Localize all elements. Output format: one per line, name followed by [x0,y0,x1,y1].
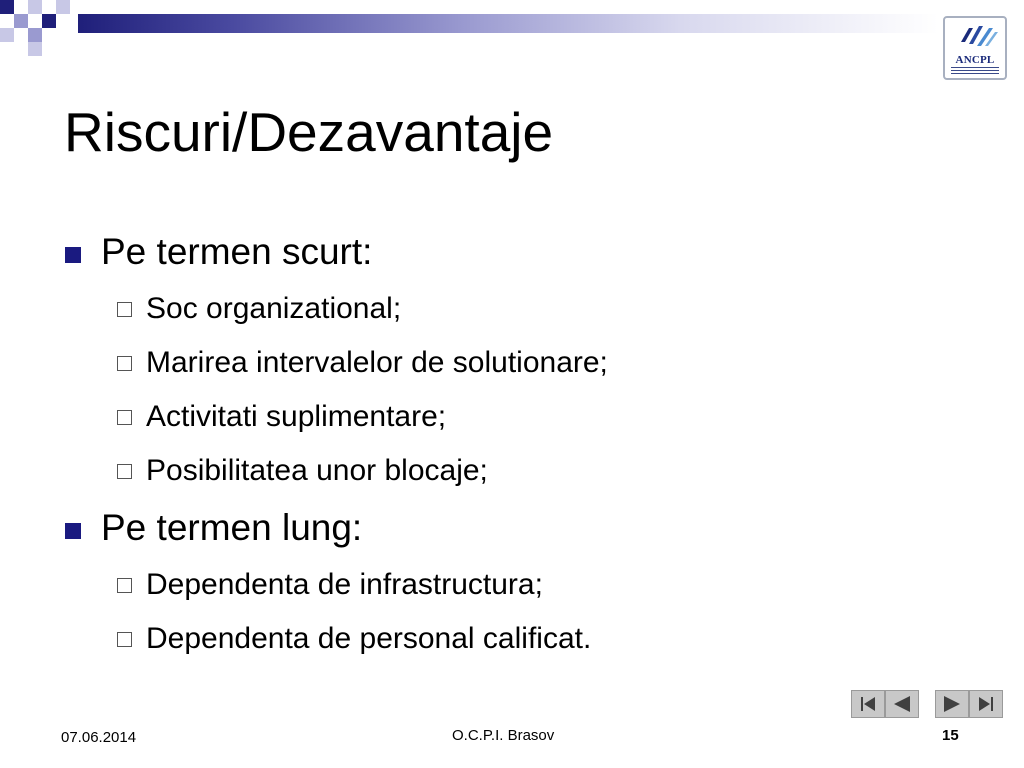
previous-slide-button[interactable] [885,690,919,718]
list-item-text: Soc organizational; [146,292,402,325]
last-slide-button[interactable] [969,690,1003,718]
decor-square [14,28,28,42]
slide-title: Riscuri/Dezavantaje [64,101,554,163]
slide-content [64,222,964,666]
hollow-square-bullet-icon [117,464,132,479]
logo-text: ANCPL [955,54,995,66]
footer-center-text: O.C.P.I. Brasov [452,727,555,744]
hollow-square-bullet-icon [117,410,132,425]
triangle-left-icon [886,691,918,717]
section-heading-text: Pe termen lung: [101,507,363,548]
square-bullet-icon [65,523,81,539]
hollow-square-bullet-icon [117,578,132,593]
header-gradient-bar [78,14,938,33]
ancpl-logo [943,16,1007,80]
logo-subtext-lines [951,67,999,75]
section-heading [64,498,964,558]
skip-to-end-icon [970,691,1002,717]
hollow-square-bullet-icon [117,632,132,647]
decor-square [42,42,56,56]
decor-square [28,28,42,42]
list-item-text: Marirea intervalelor de solutionare; [146,346,608,379]
square-bullet-icon [65,247,81,263]
decor-square [0,0,14,14]
decor-square [14,14,28,28]
triangle-right-icon [936,691,968,717]
list-item-text: Dependenta de infrastructura; [146,568,543,601]
decor-square [0,28,14,42]
list-item [64,612,964,666]
first-slide-button[interactable] [851,690,885,718]
decor-square [28,0,42,14]
hollow-square-bullet-icon [117,302,132,317]
decor-square [56,0,70,14]
section-heading-text: Pe termen scurt: [101,231,373,272]
list-item-text: Activitati suplimentare; [146,400,447,433]
list-item [64,558,964,612]
next-slide-button[interactable] [935,690,969,718]
decor-square [28,14,42,28]
decor-square [42,28,56,42]
section-heading [64,222,964,282]
list-item [64,336,964,390]
footer-date: 07.06.2014 [61,729,137,746]
decor-square [14,0,28,14]
list-item [64,390,964,444]
list-item [64,282,964,336]
list-item [64,444,964,498]
slide-number: 15 [942,727,959,744]
decor-square [42,14,56,28]
list-item-text: Dependenta de personal calificat. [146,622,592,655]
decor-square [56,14,70,28]
hollow-square-bullet-icon [117,356,132,371]
list-item-text: Posibilitatea unor blocaje; [146,454,488,487]
skip-to-start-icon [852,691,884,717]
logo-emblem-icon [947,20,1007,56]
decor-square [42,0,56,14]
decor-square [28,42,42,56]
